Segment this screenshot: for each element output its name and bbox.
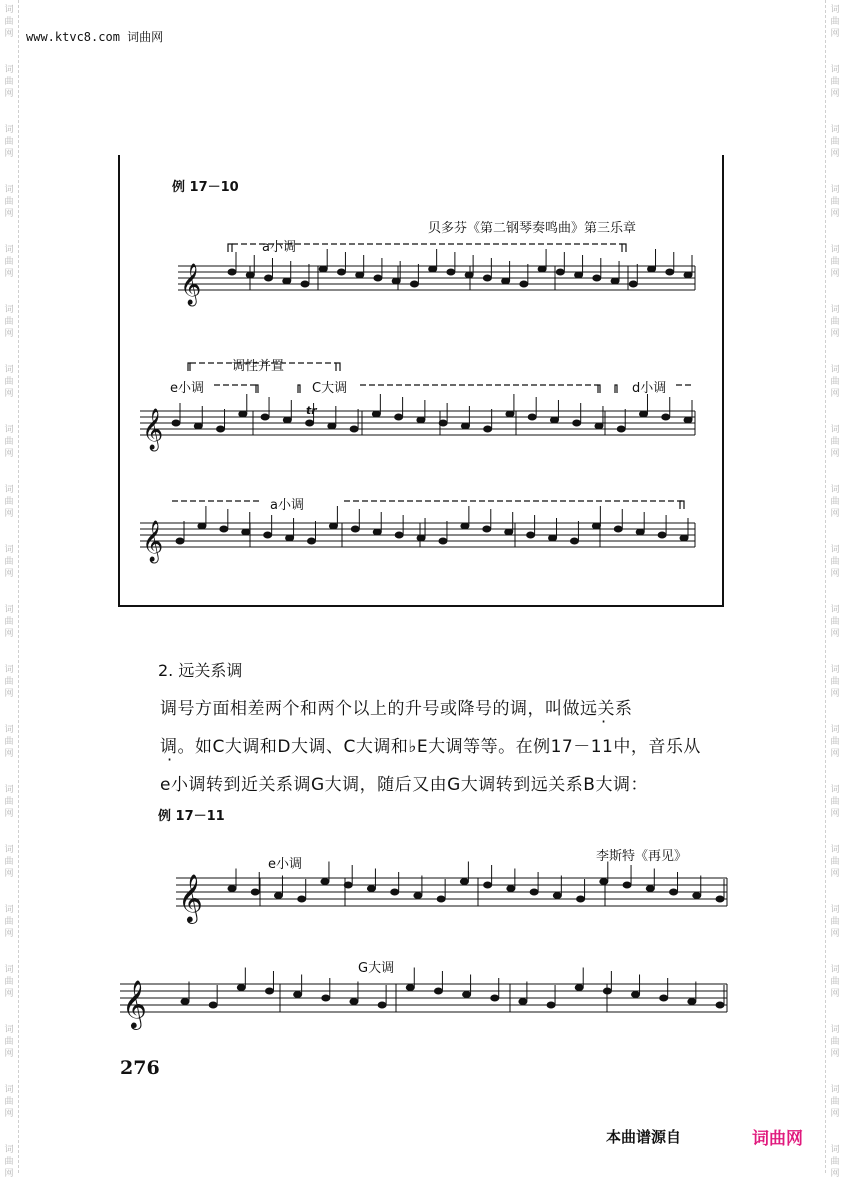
watermark-glyph-group: 词 曲 网	[4, 785, 14, 819]
note-head	[374, 275, 382, 281]
note-head	[632, 992, 640, 998]
watermark-glyph-group: 词 曲 网	[830, 5, 840, 39]
watermark-glyph-group: 词 曲 网	[830, 1025, 840, 1059]
note-head	[434, 988, 442, 994]
watermark-glyph-group: 词 曲 网	[830, 845, 840, 879]
watermark-glyph-group: 词 曲 网	[4, 485, 14, 519]
note-head	[321, 879, 329, 885]
note-head	[556, 269, 564, 275]
note-head	[274, 893, 282, 899]
note-head	[460, 879, 468, 885]
note-head	[439, 538, 447, 544]
note-head	[680, 535, 688, 541]
note-head	[410, 281, 418, 287]
note-head	[658, 532, 666, 538]
note-head	[228, 269, 236, 275]
note-head	[447, 269, 455, 275]
watermark-glyph-group: 词 曲 网	[4, 245, 14, 279]
watermark-glyph-group: 词 曲 网	[830, 245, 840, 279]
note-head	[194, 423, 202, 429]
note-head	[251, 889, 259, 895]
note-head	[198, 523, 206, 529]
note-head	[593, 275, 601, 281]
note-head	[350, 999, 358, 1005]
note-head	[228, 886, 236, 892]
note-head	[693, 893, 701, 899]
note-head	[286, 535, 294, 541]
key-bracket	[188, 363, 190, 371]
key-bracket	[256, 385, 258, 393]
watermark-glyph-group: 词 曲 网	[4, 905, 14, 939]
note-head	[636, 529, 644, 535]
watermark-glyph-group: 词 曲 网	[830, 65, 840, 99]
watermark-glyph-group: 词 曲 网	[4, 1145, 14, 1179]
body-line-1-text: 调号方面相差两个和两个以上的升号或降号的调，叫做	[160, 699, 580, 719]
watermark-glyph-group: 词 曲 网	[830, 545, 840, 579]
staff3-key-label: a小调	[270, 498, 304, 513]
note-head	[629, 281, 637, 287]
note-head	[301, 281, 309, 287]
key-bracket	[615, 385, 617, 393]
treble-clef: 𝄞	[180, 264, 202, 305]
watermark-glyph-group: 词 曲 网	[830, 905, 840, 939]
note-head	[502, 278, 510, 284]
staff2-key-c: C大调	[312, 381, 348, 396]
note-head	[716, 1002, 724, 1008]
note-head	[319, 266, 327, 272]
treble-clef: 𝄞	[122, 979, 147, 1028]
note-head	[483, 275, 491, 281]
note-head	[414, 893, 422, 899]
watermark-glyph-group: 词 曲 网	[4, 1085, 14, 1119]
note-head	[528, 414, 536, 420]
note-head	[491, 995, 499, 1001]
staff2-key-d: d小调	[632, 381, 667, 396]
note-head	[484, 426, 492, 432]
note-head	[463, 992, 471, 998]
body-line-1	[160, 694, 633, 719]
note-head	[181, 999, 189, 1005]
note-head	[527, 532, 535, 538]
note-head	[483, 526, 491, 532]
note-head	[465, 272, 473, 278]
note-head	[603, 988, 611, 994]
watermark-glyph-group: 词 曲 网	[830, 1085, 840, 1119]
note-head	[417, 417, 425, 423]
key-bracket	[336, 363, 340, 371]
note-head	[395, 414, 403, 420]
note-head	[670, 889, 678, 895]
note-head	[684, 417, 692, 423]
note-head	[242, 529, 250, 535]
watermark-glyph-group: 词 曲 网	[4, 845, 14, 879]
watermark-glyph-group: 词 曲 网	[830, 665, 840, 699]
note-head	[437, 896, 445, 902]
section-heading: 2. 远关系调	[158, 661, 243, 680]
staff1-key-label: a小调	[262, 240, 296, 255]
note-head	[549, 535, 557, 541]
example-17-11-label: 例 17－11	[158, 809, 225, 824]
watermark-glyph-group: 词 曲 网	[4, 305, 14, 339]
note-head	[337, 269, 345, 275]
note-head	[294, 992, 302, 998]
note-head	[439, 420, 447, 426]
note-head	[356, 272, 364, 278]
note-head	[209, 1002, 217, 1008]
watermark-glyph-group: 词 曲 网	[830, 1145, 840, 1179]
note-head	[406, 985, 414, 991]
note-head	[378, 1002, 386, 1008]
note-head	[662, 414, 670, 420]
body-line-3: e小调转到近关系调G大调，随后又由G大调转到远关系B大调：	[160, 775, 648, 795]
body-line-2-text: 。如C大调和D大调、C大调和♭E大调等等。在例17－11中，音乐从	[177, 737, 701, 757]
watermark-glyph-group: 词 曲 网	[830, 425, 840, 459]
note-head	[237, 985, 245, 991]
note-head	[505, 529, 513, 535]
note-head	[391, 889, 399, 895]
note-head	[507, 886, 515, 892]
note-head	[429, 266, 437, 272]
key-bracket	[228, 244, 232, 252]
note-head	[217, 426, 225, 432]
note-head	[660, 995, 668, 1001]
site-header-link[interactable]: www.ktvc8.com 词曲网	[26, 30, 164, 44]
body-line-2	[160, 732, 701, 757]
note-head	[372, 411, 380, 417]
treble-clef: 𝄞	[142, 409, 164, 450]
footer-source-label: 本曲谱源自	[606, 1128, 682, 1146]
note-head	[688, 999, 696, 1005]
watermark-glyph-group: 词 曲 网	[830, 305, 840, 339]
note-head	[220, 526, 228, 532]
example-17-11-key-e: e小调	[268, 857, 302, 872]
note-head	[461, 423, 469, 429]
page-number: 276	[120, 1057, 160, 1079]
watermark-glyph-group: 词 曲 网	[4, 1025, 14, 1059]
key-bracket	[298, 385, 300, 393]
note-head	[538, 266, 546, 272]
note-head	[461, 523, 469, 529]
note-head	[520, 281, 528, 287]
key-bracket	[598, 385, 600, 393]
note-head	[575, 985, 583, 991]
note-head	[519, 999, 527, 1005]
note-head	[611, 278, 619, 284]
watermark-glyph-group: 词 曲 网	[830, 725, 840, 759]
key-bracket	[622, 244, 626, 252]
note-head	[283, 278, 291, 284]
staff2-key-e: e小调	[170, 381, 204, 396]
watermark-glyph-group: 词 曲 网	[4, 65, 14, 99]
note-head	[298, 896, 306, 902]
watermark-glyph-group: 词 曲 网	[4, 425, 14, 459]
note-head	[573, 420, 581, 426]
note-head	[417, 535, 425, 541]
note-head	[570, 538, 578, 544]
note-head	[328, 423, 336, 429]
note-head	[351, 526, 359, 532]
note-head	[306, 420, 314, 426]
note-head	[392, 278, 400, 284]
note-head	[506, 411, 514, 417]
note-head	[550, 417, 558, 423]
emphasis-text-2: 调	[160, 737, 178, 757]
trill-mark: tr	[306, 404, 317, 417]
example-17-11-source: 李斯特《再见》	[596, 849, 688, 864]
note-head	[261, 414, 269, 420]
note-head	[684, 272, 692, 278]
footer-brand-link[interactable]: 词曲网	[752, 1129, 803, 1149]
note-head	[646, 886, 654, 892]
note-head	[648, 266, 656, 272]
note-head	[547, 1002, 555, 1008]
note-head	[367, 886, 375, 892]
key-bracket	[680, 501, 684, 509]
note-head	[639, 411, 647, 417]
note-head	[307, 538, 315, 544]
staff2-bracket-label: 调性并置	[232, 359, 285, 374]
watermark-glyph-group: 词 曲 网	[830, 485, 840, 519]
note-head	[264, 532, 272, 538]
note-head	[283, 417, 291, 423]
watermark-glyph-group: 词 曲 网	[4, 5, 14, 39]
treble-clef: 𝄞	[142, 521, 164, 562]
note-head	[666, 269, 674, 275]
watermark-glyph-group: 词 曲 网	[4, 125, 14, 159]
note-head	[264, 275, 272, 281]
watermark-glyph-group: 词 曲 网	[4, 665, 14, 699]
note-head	[617, 426, 625, 432]
note-head	[239, 411, 247, 417]
watermark-glyph-group: 词 曲 网	[4, 365, 14, 399]
watermark-glyph-group: 词 曲 网	[830, 185, 840, 219]
note-head	[592, 523, 600, 529]
note-head	[350, 426, 358, 432]
note-head	[600, 879, 608, 885]
watermark-glyph-group: 词 曲 网	[4, 545, 14, 579]
note-head	[265, 988, 273, 994]
example-17-11-key-g: G大调	[358, 961, 395, 976]
watermark-glyph-group: 词 曲 网	[830, 965, 840, 999]
note-head	[577, 896, 585, 902]
emphasis-text-1: 远关系	[580, 699, 633, 719]
watermark-glyph-group: 词 曲 网	[4, 185, 14, 219]
note-head	[484, 882, 492, 888]
note-head	[575, 272, 583, 278]
watermark-glyph-group: 词 曲 网	[4, 605, 14, 639]
note-head	[614, 526, 622, 532]
note-head	[172, 420, 180, 426]
watermark-glyph-group: 词 曲 网	[830, 605, 840, 639]
note-head	[716, 896, 724, 902]
note-head	[246, 272, 254, 278]
note-head	[322, 995, 330, 1001]
note-head	[373, 529, 381, 535]
note-head	[530, 889, 538, 895]
note-head	[176, 538, 184, 544]
watermark-glyph-group: 词 曲 网	[4, 725, 14, 759]
watermark-glyph-group: 词 曲 网	[4, 965, 14, 999]
watermark-glyph-group: 词 曲 网	[830, 365, 840, 399]
watermark-glyph-group: 词 曲 网	[830, 785, 840, 819]
example-17-10-source: 贝多芬《第二钢琴奏鸣曲》第三乐章	[428, 221, 637, 236]
example-17-10-label: 例 17－10	[172, 180, 239, 195]
watermark-glyph-group: 词 曲 网	[830, 125, 840, 159]
note-head	[595, 423, 603, 429]
note-head	[344, 882, 352, 888]
note-head	[623, 882, 631, 888]
note-head	[395, 532, 403, 538]
note-head	[329, 523, 337, 529]
note-head	[553, 893, 561, 899]
treble-clef: 𝄞	[178, 873, 203, 922]
